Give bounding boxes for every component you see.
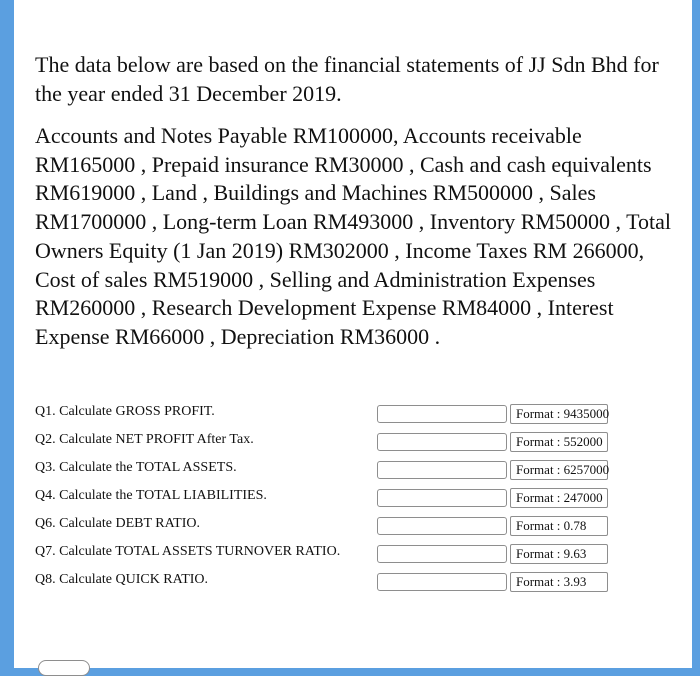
- format-hint-q8: Format : 3.93: [510, 572, 608, 592]
- question-page: [14, 0, 692, 668]
- question-label-q6: Q6. Calculate DEBT RATIO.: [35, 516, 200, 531]
- question-label-q4: Q4. Calculate the TOTAL LIABILITIES.: [35, 488, 267, 503]
- format-hint-q1: Format : 9435000: [510, 404, 608, 424]
- format-hint-q7: Format : 9.63: [510, 544, 608, 564]
- format-hint-q6: Format : 0.78: [510, 516, 608, 536]
- question-label-q1: Q1. Calculate GROSS PROFIT.: [35, 404, 215, 419]
- answer-input-q7[interactable]: [377, 545, 507, 563]
- question-label-q8: Q8. Calculate QUICK RATIO.: [35, 572, 209, 587]
- question-label-q7: Q7. Calculate TOTAL ASSETS TURNOVER RATIO.: [35, 544, 341, 559]
- question-label-q2: Q2. Calculate NET PROFIT After Tax.: [35, 432, 254, 447]
- financial-data-text: Accounts and Notes Payable RM100000, Accounts receivable RM165000 , Prepaid insurance RM30000 , Cash and cash equivalents RM619000 , Land , Buildings and Machines RM500000 , Sales RM1700000 , Long-term Loan RM493000 , Inventory RM50000 , Total Owners Equity (1 Jan 2019) RM302000 , Income Taxes RM 266000, Cost of sales RM519000 , Selling and Administration Expenses RM260000 , Research Development Expense RM84000 , Interest Expense RM66000 , Depreciation RM36000 .: [35, 123, 672, 349]
- question-label-q3: Q3. Calculate the TOTAL ASSETS.: [35, 460, 237, 475]
- answer-input-q1[interactable]: [377, 405, 507, 423]
- answer-input-q2[interactable]: [377, 433, 507, 451]
- format-hint-q3: Format : 6257000: [510, 460, 608, 480]
- format-hint-q2: Format : 552000: [510, 432, 608, 452]
- answer-input-q6[interactable]: [377, 517, 507, 535]
- right-side-bar: [692, 0, 700, 668]
- answer-input-q8[interactable]: [377, 573, 507, 591]
- format-hint-q4: Format : 247000: [510, 488, 608, 508]
- answer-input-q3[interactable]: [377, 461, 507, 479]
- answer-input-q4[interactable]: [377, 489, 507, 507]
- left-side-bar: [0, 0, 14, 668]
- partial-bottom-button[interactable]: [38, 660, 90, 676]
- intro-text: The data below are based on the financial statements of JJ Sdn Bhd for the year ended 31 December 2019.: [35, 52, 659, 106]
